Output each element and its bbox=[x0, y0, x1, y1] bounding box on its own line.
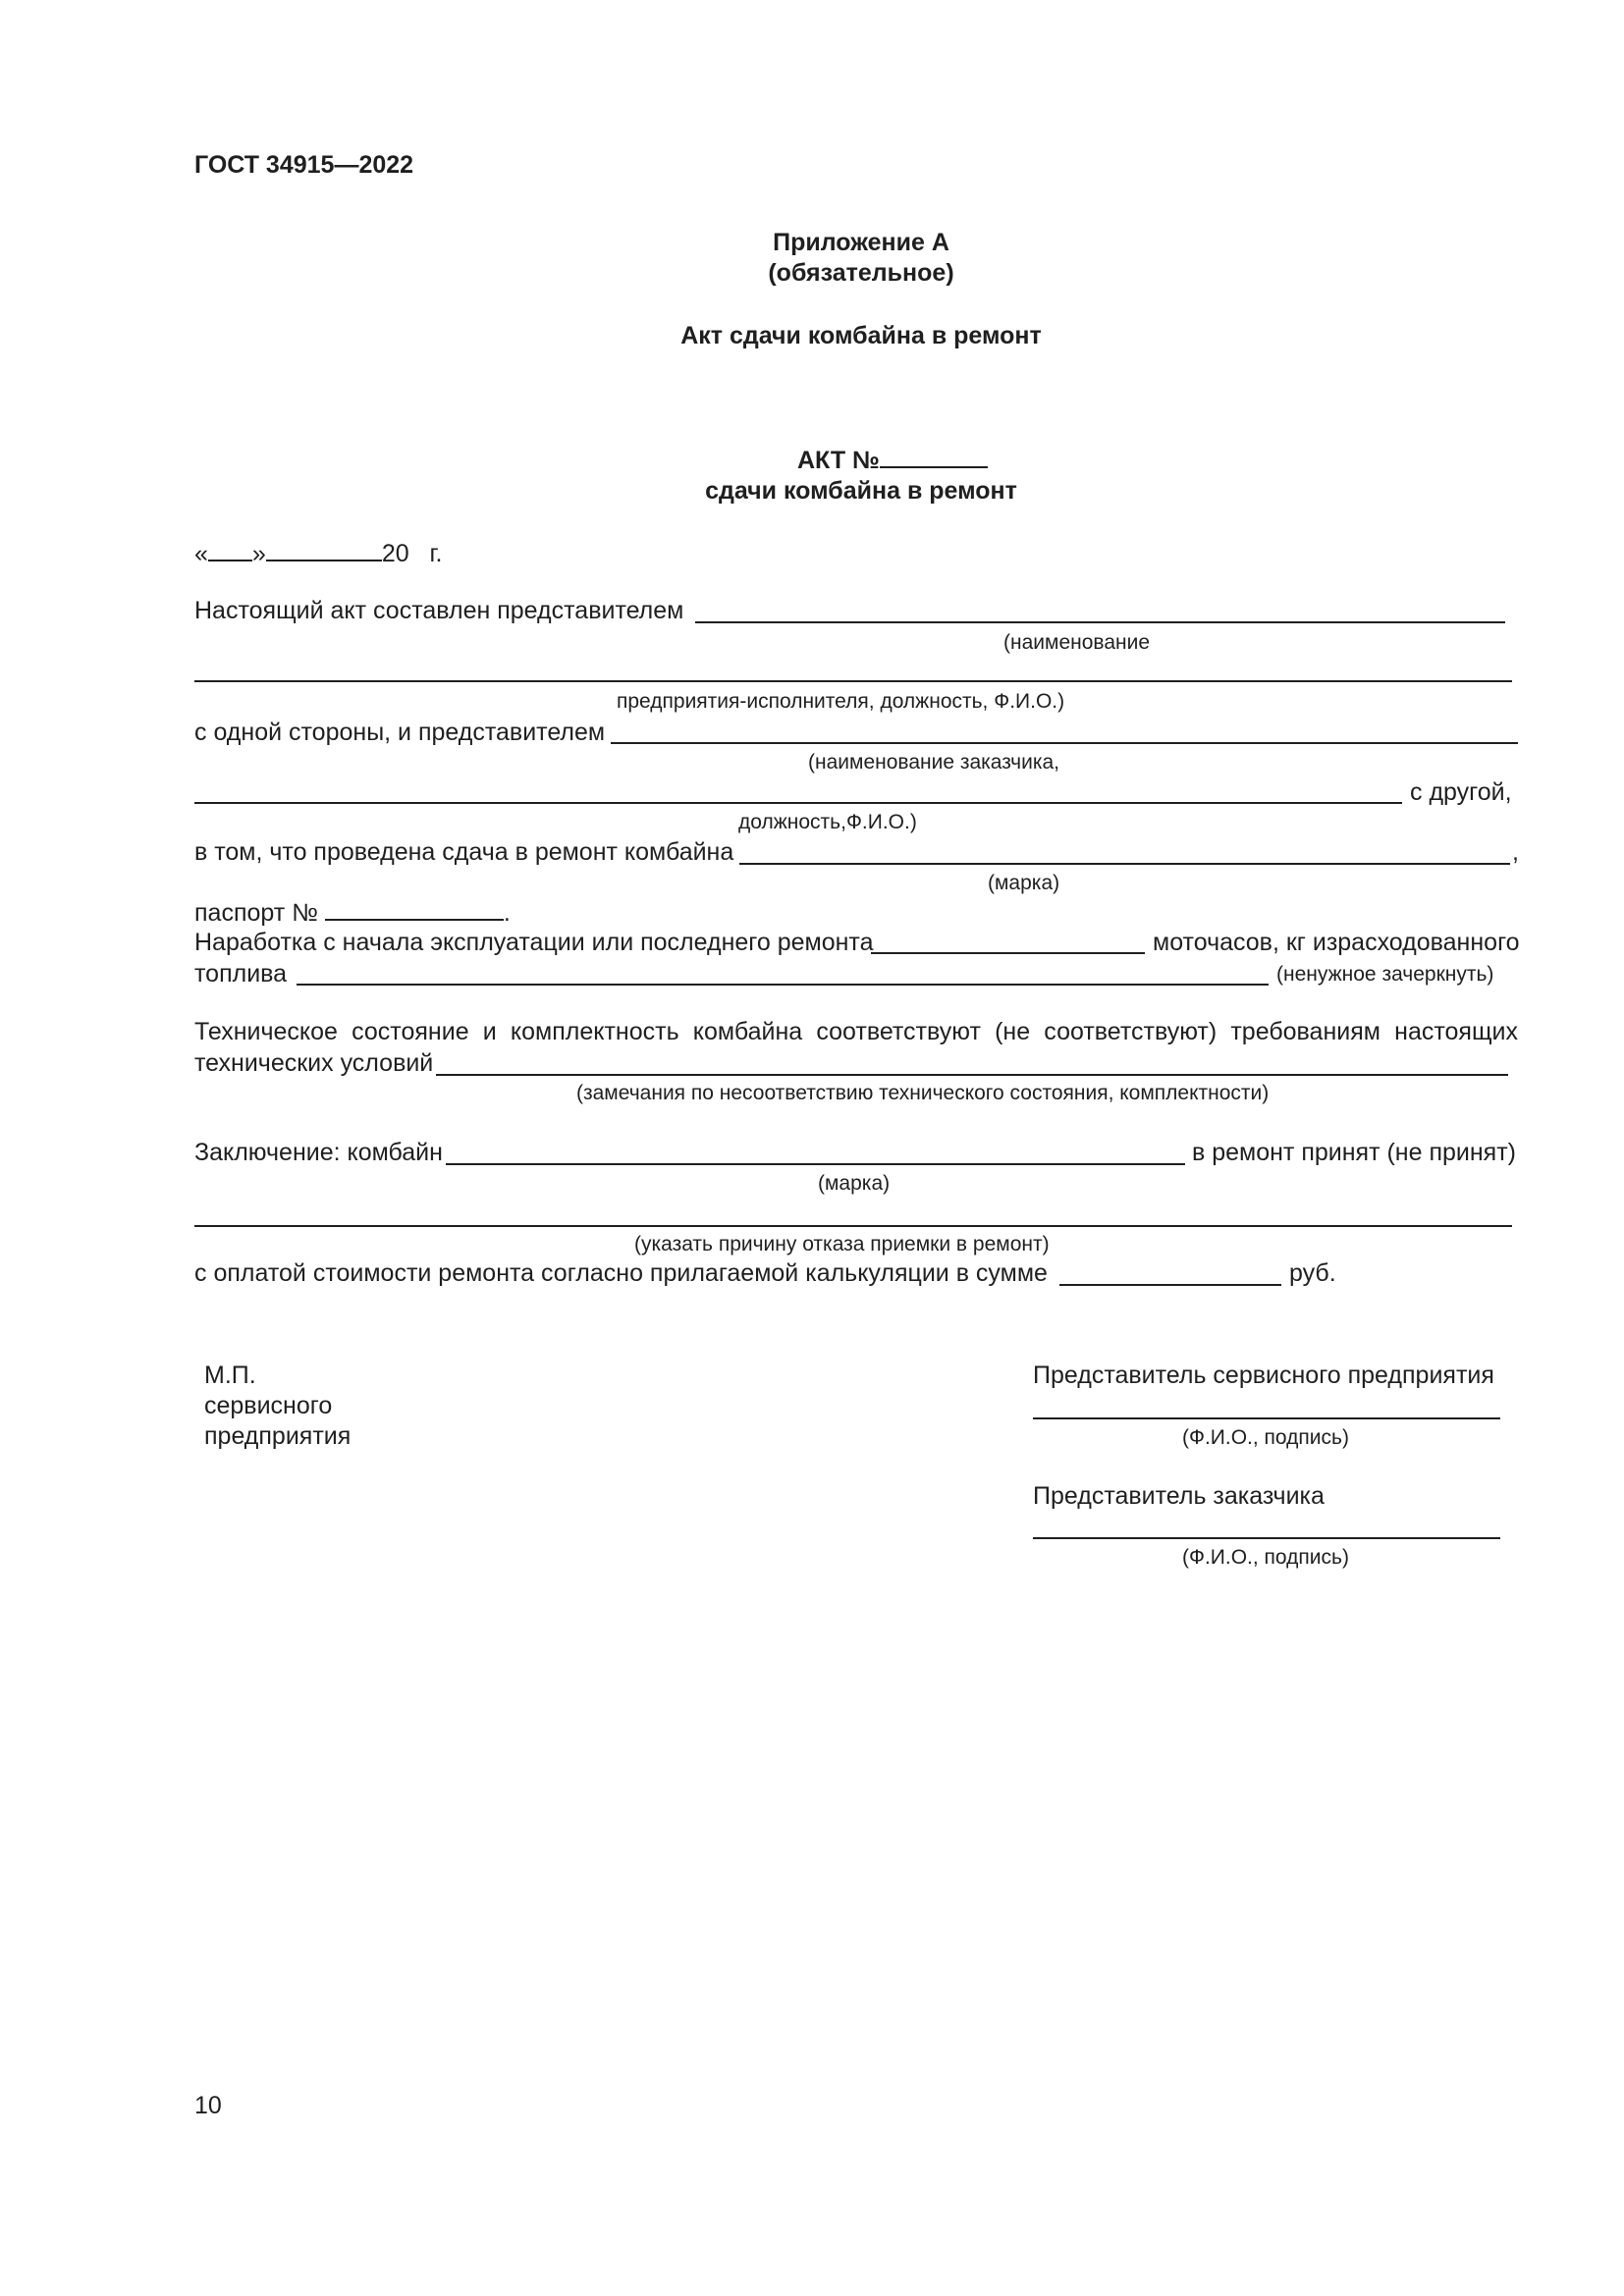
date-suffix: г. bbox=[429, 540, 443, 567]
stamp-line-1: М.П. bbox=[204, 1362, 256, 1389]
act-subtitle: сдачи комбайна в ремонт bbox=[705, 477, 1017, 505]
fuel-field[interactable] bbox=[297, 984, 1269, 986]
customer-hint: (наименование заказчика, bbox=[808, 751, 1059, 774]
service-rep-signature-field[interactable] bbox=[1033, 1417, 1500, 1419]
combine-label: в том, что проведена сдача в ремонт комбайна bbox=[194, 838, 734, 866]
conclusion-hint: (марка) bbox=[818, 1172, 891, 1195]
act-number-field[interactable] bbox=[880, 445, 988, 468]
fuel-label: топлива bbox=[194, 960, 288, 988]
date-year: 20 bbox=[381, 540, 409, 567]
passport-dot: . bbox=[503, 899, 511, 927]
executor-hint: (наименование bbox=[1003, 631, 1150, 654]
conclusion-label: Заключение: комбайн bbox=[194, 1139, 443, 1166]
hours-label: Наработка с начала эксплуатации или последнего ремонта bbox=[194, 929, 874, 956]
date-quote-close: » bbox=[251, 540, 266, 567]
other-side-text: с другой, bbox=[1410, 778, 1512, 806]
appendix-name: Акт сдачи комбайна в ремонт bbox=[680, 322, 1042, 349]
hours-tail: моточасов, кг израсходованного bbox=[1153, 929, 1520, 956]
service-rep-label: Представитель сервисного предприятия bbox=[1033, 1362, 1494, 1389]
executor-hint-2: предприятия-исполнителя, должность, Ф.И.О.) bbox=[617, 690, 1065, 713]
date-day-field[interactable] bbox=[208, 538, 252, 561]
stamp-line-3: предприятия bbox=[204, 1422, 352, 1450]
passport-label: паспорт № bbox=[194, 899, 318, 927]
customer-field[interactable] bbox=[611, 742, 1518, 744]
condition-remarks-field[interactable] bbox=[436, 1074, 1508, 1076]
conclusion-tail: в ремонт принят (не принят) bbox=[1192, 1139, 1516, 1166]
act-number-label: АКТ № bbox=[797, 447, 881, 474]
combine-brand-field[interactable] bbox=[739, 863, 1510, 865]
customer-rep-label: с одной стороны, и представителем bbox=[194, 719, 606, 746]
condition-hint: (замечания по несоответствию технического состояния, комплектности) bbox=[576, 1082, 1270, 1104]
service-rep-hint: (Ф.И.О., подпись) bbox=[1182, 1426, 1349, 1449]
refusal-reason-field[interactable] bbox=[194, 1225, 1512, 1227]
payment-label: с оплатой стоимости ремонта согласно прилагаемой калькуляции в сумме bbox=[194, 1259, 1048, 1287]
standard-code: ГОСТ 34915—2022 bbox=[194, 151, 414, 179]
combine-comma: , bbox=[1512, 838, 1519, 866]
fuel-hint: (ненужное зачеркнуть) bbox=[1276, 963, 1494, 986]
act-number bbox=[797, 445, 988, 475]
representative-label: Настоящий акт составлен представителем bbox=[194, 597, 684, 624]
page-number: 10 bbox=[194, 2092, 222, 2119]
passport-field[interactable] bbox=[325, 897, 504, 921]
executor-field[interactable] bbox=[695, 621, 1505, 623]
refusal-hint: (указать причину отказа приемки в ремонт) bbox=[634, 1233, 1050, 1255]
payment-currency: руб. bbox=[1289, 1259, 1336, 1287]
condition-text: Техническое состояние и комплектность комбайна соответствуют (не соответствуют) требованиям настоящих bbox=[194, 1018, 1518, 1045]
executor-field-2[interactable] bbox=[194, 680, 1512, 682]
customer-hint-2: должность,Ф.И.О.) bbox=[738, 811, 917, 833]
condition-label: технических условий bbox=[194, 1049, 434, 1077]
date-line bbox=[194, 538, 442, 568]
payment-amount-field[interactable] bbox=[1059, 1284, 1281, 1286]
appendix-title: Приложение А bbox=[773, 229, 949, 256]
stamp-line-2: сервисного bbox=[204, 1392, 333, 1419]
customer-rep-signature-field[interactable] bbox=[1033, 1537, 1500, 1539]
hours-field[interactable] bbox=[871, 952, 1145, 954]
passport-line bbox=[194, 897, 511, 928]
customer-field-2[interactable] bbox=[194, 802, 1402, 804]
appendix-status: (обязательное) bbox=[768, 259, 954, 287]
date-month-field[interactable] bbox=[266, 538, 382, 561]
date-quote-open: « bbox=[194, 540, 208, 567]
combine-brand-hint: (марка) bbox=[988, 872, 1060, 894]
customer-rep-hint: (Ф.И.О., подпись) bbox=[1182, 1546, 1349, 1569]
customer-rep-sign-label: Представитель заказчика bbox=[1033, 1482, 1325, 1510]
conclusion-brand-field[interactable] bbox=[446, 1163, 1185, 1165]
